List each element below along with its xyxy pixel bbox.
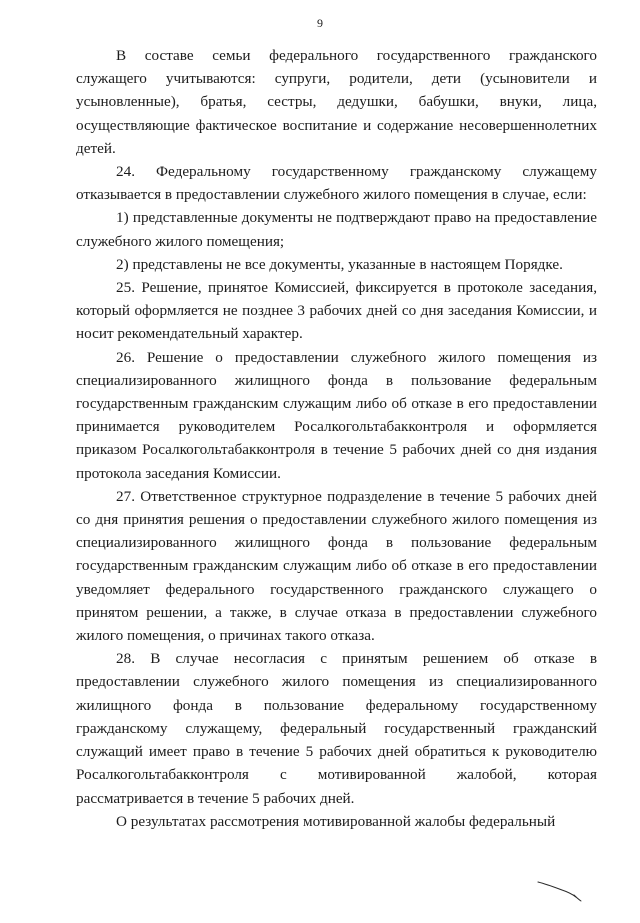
handwritten-stroke-icon bbox=[536, 878, 586, 904]
paragraph-complaint-results: О результатах рассмотрения мотивированной жалобы федеральный bbox=[116, 812, 556, 830]
paragraph-24-item-2: 2) представлены не все документы, указанные в настоящем Порядке. bbox=[116, 255, 563, 273]
document-body bbox=[76, 44, 597, 833]
paragraph-28: 28. В случае несогласия с принятым решением об отказе в предоставлении служебного жилого помещения из специализированного жилищного фонда в пользование федеральному государственному гражданскому служащему, федеральный государственный гражданский служащий имеет право в течение 5 рабочих дней обратиться к руководителю Росалкогольтабакконтроля с мотивированной жалобой, которая рассматривается в течение 5 рабочих дней. bbox=[76, 650, 597, 807]
paragraph-family-composition: В составе семьи федерального государственного гражданского служащего учитываются: супруги, родители, дети (усыновители и усыновленные), братья, сестры, дедушки, бабушки, внуки, лица, осуществляющие фактическое воспитание и содержание несовершеннолетних детей. bbox=[76, 47, 597, 157]
paragraph-25: 25. Решение, принятое Комиссией, фиксируется в протоколе заседания, который оформляется не позднее 3 рабочих дней со дня заседания Комиссии, и носит рекомендательный характер. bbox=[76, 279, 597, 343]
paragraph-27: 27. Ответственное структурное подразделение в течение 5 рабочих дней со дня принятия решения о предоставлении служебного жилого помещения из специализированного жилищного фонда в пользование федеральным государственным гражданским служащим либо об отказе в его предоставлении уведомляет федерального государственного гражданского служащего о принятом решении, а также, в случае отказа в предоставлении служебного жилого помещения, о причинах такого отказа. bbox=[76, 487, 597, 645]
page-number: 9 bbox=[317, 16, 323, 30]
paragraph-24-item-1: 1) представленные документы не подтверждают право на предоставление служебного жилого помещения; bbox=[76, 209, 597, 250]
paragraph-24: 24. Федеральному государственному гражданскому служащему отказывается в предоставлении служебного жилого помещения в случае, если: bbox=[76, 163, 597, 204]
paragraph-26: 26. Решение о предоставлении служебного жилого помещения из специализированного жилищного фонда в пользование федеральным государственным гражданским служащим либо об отказе в его предоставлении принимается руководителем Росалкогольтабакконтроля и оформляется приказом Росалкогольтабакконтроля в течение 5 рабочих дней со дня издания протокола заседания Комиссии. bbox=[76, 348, 597, 482]
